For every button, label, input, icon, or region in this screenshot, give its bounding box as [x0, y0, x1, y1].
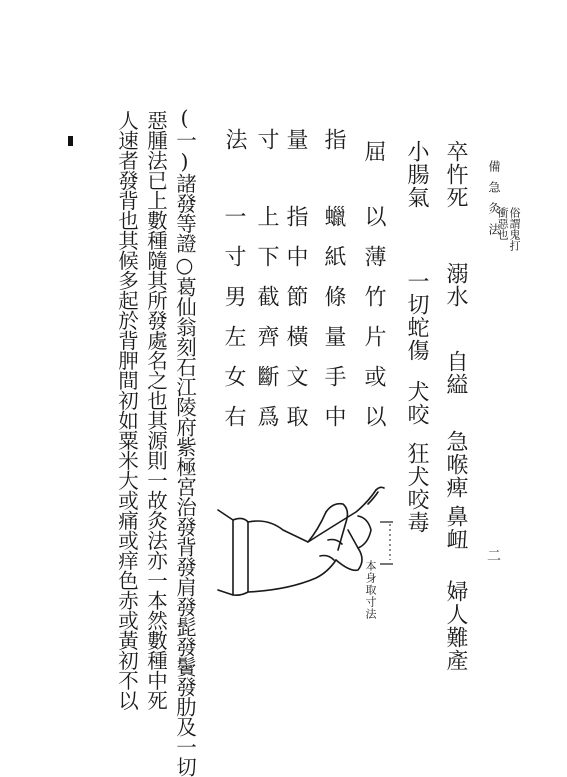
body-line-2: 惡腫法已上數種隨其所發處名之也其源則一故灸法亦一本然數種中死	[143, 110, 168, 710]
section-heading-line: (一)諸發等證○葛仙翁刻石江陵府紫極宮治發背發肩發髭發鬢發肋及一切	[172, 106, 197, 777]
note-zushi: 俗謂鬼打 衝惡也	[496, 207, 521, 251]
heading-houbi: 急喉痺	[443, 430, 468, 499]
label-fa: 法	[222, 128, 247, 168]
measure-line-5: 一寸男左女右	[221, 205, 246, 445]
margin-mark	[68, 136, 73, 146]
label-liang: 量	[283, 128, 308, 168]
heading-nanchan: 婦人難產	[443, 580, 468, 672]
body-line-3: 人速者發背也其候多起於背胛間初如粟米大或痛或痒色赤或黃初不以	[114, 110, 139, 710]
running-header: 備急灸法	[487, 160, 501, 244]
heading-xiaochangqi: 小腸氣	[404, 140, 429, 209]
heading-nishui: 溺水	[443, 262, 468, 308]
label-zhi: 指	[321, 128, 346, 168]
label-cun: 寸	[254, 128, 279, 168]
heading-quanyao: 犬咬	[404, 380, 429, 426]
measure-line-1: 以薄竹片或以	[361, 205, 386, 445]
heading-sheshang: 一切蛇傷	[404, 270, 429, 362]
heading-kuangquan: 狂犬咬毒	[404, 442, 429, 534]
measure-line-4: 上下截齊斷爲	[254, 205, 279, 445]
heading-biniu: 鼻衄	[443, 505, 468, 551]
heading-zushi: 卒忤死	[443, 140, 468, 209]
measure-line-2: 蠟紙條量手中	[321, 205, 346, 445]
hand-measurement-illustration	[208, 460, 438, 610]
page-number: 二	[485, 548, 501, 562]
label-qu: 屈	[361, 140, 386, 180]
measure-line-3: 指中節橫文取	[283, 205, 308, 445]
heading-ziyi: 自縊	[443, 350, 468, 396]
illustration-caption: 本身取寸法	[364, 560, 377, 620]
